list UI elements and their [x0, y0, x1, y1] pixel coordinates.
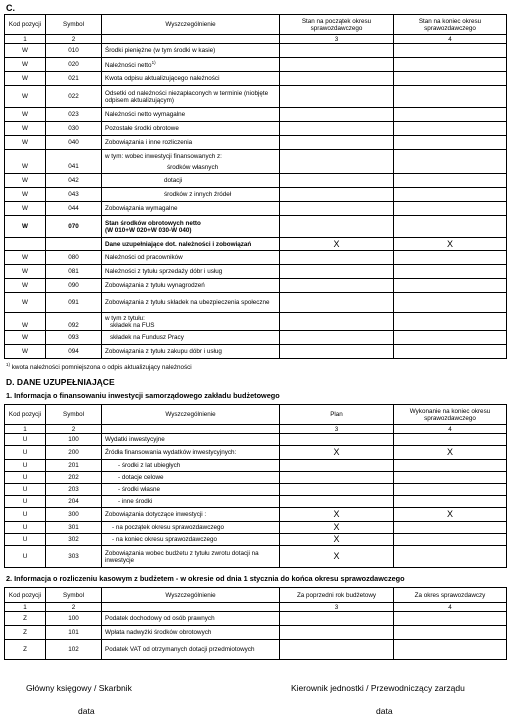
column-number-row [5, 35, 507, 44]
x-mark: X [394, 238, 507, 251]
row-symbol: 094 [46, 345, 102, 359]
row-kod: W [5, 345, 46, 359]
row-kod: U [5, 484, 46, 496]
row-symbol: 302 [46, 534, 102, 546]
column-number-row [5, 425, 507, 434]
col-number: 1 [5, 35, 46, 44]
header-symbol: Symbol [46, 588, 102, 603]
row-desc: - dotacje celowe [102, 472, 280, 484]
row-symbol: 021 [46, 72, 102, 86]
footnote-text: kwota należności pomniejszona o odpis aktualizujący należności [11, 364, 192, 372]
table-row [5, 313, 507, 331]
table-row [5, 44, 507, 58]
wykonanie-cell[interactable] [394, 522, 507, 534]
col-number [102, 603, 280, 612]
row-symbol: 092 [46, 313, 102, 331]
value-cell[interactable] [394, 174, 507, 188]
value-cell[interactable] [280, 216, 394, 238]
row-desc: Źródła finansowania wydatków inwestycyjnych: [102, 446, 280, 460]
value-cell[interactable] [280, 612, 394, 626]
row-desc: środków z innych źródeł [102, 188, 280, 202]
plan-cell[interactable] [280, 434, 394, 446]
row-kod: W [5, 202, 46, 216]
row-desc [102, 216, 280, 238]
value-cell[interactable] [394, 122, 507, 136]
row-desc: - środki z lat ubiegłych [102, 460, 280, 472]
row-desc: Środki pieniężne (w tym środki w kasie) [102, 44, 280, 58]
value-cell[interactable] [280, 58, 394, 72]
table-row [5, 508, 507, 522]
value-cell[interactable] [280, 122, 394, 136]
row-desc: Należności od pracowników [102, 251, 280, 265]
col-number: 2 [46, 425, 102, 434]
table-row [5, 460, 507, 472]
row-kod: W [5, 72, 46, 86]
wykonanie-cell[interactable]: X [394, 446, 507, 460]
row-symbol: 030 [46, 122, 102, 136]
section-d-title: D. DANE UZUPEŁNIAJĄCE [6, 377, 115, 388]
value-cell[interactable] [394, 86, 507, 108]
header-wyszczegolnienie: Wyszczególnienie [102, 15, 280, 35]
row-desc: Pozostałe środki obrotowe [102, 122, 280, 136]
value-cell[interactable] [280, 626, 394, 640]
table-row [5, 72, 507, 86]
subsection-1-title: 1. Informacja o finansowaniu inwestycji samorządowego zakładu budżetowego [6, 391, 280, 401]
table-header-row [5, 588, 507, 603]
value-cell[interactable] [394, 612, 507, 626]
table-row [5, 612, 507, 626]
header-symbol: Symbol [46, 405, 102, 425]
signature-left-label: Główny księgowy / Skarbnik [26, 683, 132, 693]
investment-table-body [5, 434, 507, 568]
row-kod: U [5, 522, 46, 534]
table-row [5, 136, 507, 150]
value-cell[interactable] [280, 108, 394, 122]
signature-right-date: data [376, 706, 393, 716]
wykonanie-cell[interactable] [394, 484, 507, 496]
row-symbol: 081 [46, 265, 102, 279]
col-number [102, 35, 280, 44]
subsection-2-title: 2. Informacja o rozliczeniu kasowym z budżetem - w okresie od dnia 1 stycznia do końca okresu sprawozdawczego [6, 574, 405, 584]
row-desc: - na koniec okresu sprawozdawczego [102, 534, 280, 546]
header-wyszczegolnienie: Wyszczególnienie [102, 405, 280, 425]
header-stan-koniec: Stan na koniec okresu sprawozdawczego [394, 15, 507, 35]
row-symbol: 043 [46, 188, 102, 202]
header-kod: Kod pozycji [5, 405, 46, 425]
row-kod: Z [5, 626, 46, 640]
col-number: 2 [46, 603, 102, 612]
table-row [5, 626, 507, 640]
value-cell[interactable] [280, 279, 394, 293]
cash-table-body [5, 612, 507, 660]
row-symbol: 093 [46, 331, 102, 345]
table-row [5, 484, 507, 496]
table-row [5, 122, 507, 136]
dane-uzupelniajace-row [5, 238, 507, 251]
table-row [5, 279, 507, 293]
row-desc [102, 58, 280, 72]
table-header-row [5, 15, 507, 35]
x-mark: X [280, 238, 394, 251]
header-plan: Plan [280, 405, 394, 425]
value-cell[interactable] [394, 202, 507, 216]
table-row [5, 251, 507, 265]
wykonanie-cell[interactable] [394, 472, 507, 484]
value-cell[interactable] [394, 640, 507, 660]
wykonanie-cell[interactable]: X [394, 508, 507, 522]
value-cell[interactable] [394, 293, 507, 313]
value-cell[interactable] [394, 216, 507, 238]
row-desc [102, 150, 280, 174]
row-kod: U [5, 434, 46, 446]
value-cell[interactable] [394, 58, 507, 72]
value-cell[interactable] [280, 331, 394, 345]
row-desc: Podatek VAT od otrzymanych dotacji przedmiotowych [102, 640, 280, 660]
plan-cell[interactable]: X [280, 446, 394, 460]
header-wyszczegolnienie: Wyszczególnienie [102, 588, 280, 603]
table-row [5, 446, 507, 460]
table-row [5, 331, 507, 345]
row-desc [102, 313, 280, 331]
row-kod: W [5, 86, 46, 108]
row-desc-text: składek na FUS [110, 321, 155, 329]
header-za-okres: Za okres sprawozdawczy [394, 588, 507, 603]
value-cell[interactable] [394, 279, 507, 293]
value-cell[interactable] [280, 251, 394, 265]
row-symbol: 040 [46, 136, 102, 150]
row-desc-heading: w tym: wobec inwestycji finansowanych z: [105, 152, 222, 160]
value-cell[interactable] [394, 345, 507, 359]
row-desc: - inne środki [102, 496, 280, 508]
col-number: 2 [46, 35, 102, 44]
value-cell[interactable] [394, 313, 507, 331]
table-row [5, 108, 507, 122]
column-number-row [5, 603, 507, 612]
row-desc: Zobowiązania wobec budżetu z tytułu zwrotu dotacji na inwestycje [102, 546, 280, 568]
section-c-title: C. [6, 3, 15, 13]
row-symbol: 300 [46, 508, 102, 522]
row-kod: W [5, 293, 46, 313]
row-kod: U [5, 460, 46, 472]
row-symbol: 203 [46, 484, 102, 496]
row-kod: W [5, 108, 46, 122]
table-header-row [5, 405, 507, 425]
row-symbol: 044 [46, 202, 102, 216]
table-row [5, 546, 507, 568]
plan-cell[interactable]: X [280, 546, 394, 568]
plan-cell[interactable] [280, 472, 394, 484]
table-row [5, 188, 507, 202]
plan-cell[interactable] [280, 496, 394, 508]
row-kod: U [5, 508, 46, 522]
table-row [5, 293, 507, 313]
table-row [5, 202, 507, 216]
value-cell[interactable] [280, 640, 394, 660]
table-row [5, 496, 507, 508]
row-symbol: 101 [46, 626, 102, 640]
row-desc: Kwota odpisu aktualizującego należności [102, 72, 280, 86]
row-desc: Zobowiązania wymagalne [102, 202, 280, 216]
row-kod: W [5, 216, 46, 238]
value-cell[interactable] [394, 251, 507, 265]
row-kod: Z [5, 640, 46, 660]
row-desc-text: (W 010+W 020+W 030-W 040) [105, 226, 192, 234]
wykonanie-cell[interactable] [394, 546, 507, 568]
row-kod: W [5, 58, 46, 72]
plan-cell[interactable] [280, 460, 394, 472]
row-kod: W [5, 331, 46, 345]
signature-left-date: data [78, 706, 95, 716]
wykonanie-cell[interactable] [394, 460, 507, 472]
row-kod: W [5, 44, 46, 58]
investment-table [4, 404, 507, 568]
row-kod: U [5, 446, 46, 460]
row-kod: U [5, 546, 46, 568]
header-symbol: Symbol [46, 15, 102, 35]
table-row [5, 434, 507, 446]
row-desc: Należności netto wymagalne [102, 108, 280, 122]
signature-right-label: Kierownik jednostki / Przewodniczący zarządu [291, 683, 465, 693]
row-desc: Odsetki od należności niezapłaconych w terminie (niobjęte odpisem aktualizującym) [102, 86, 280, 108]
value-cell[interactable] [394, 108, 507, 122]
row-desc: dotacji [102, 174, 280, 188]
value-cell[interactable] [394, 150, 507, 174]
value-cell[interactable] [394, 626, 507, 640]
row-desc: - na początek okresu sprawozdawczego [102, 522, 280, 534]
value-cell[interactable] [280, 174, 394, 188]
value-cell[interactable] [280, 313, 394, 331]
wykonanie-cell[interactable] [394, 434, 507, 446]
row-desc: Zobowiązania dotyczące inwestycji : [102, 508, 280, 522]
row-kod: W [5, 174, 46, 188]
row-desc: Należności z tytułu sprzedaży dóbr i usług [102, 265, 280, 279]
table-row [5, 265, 507, 279]
value-cell[interactable] [280, 44, 394, 58]
value-cell[interactable] [394, 265, 507, 279]
footnote-marker: 1) [6, 362, 11, 367]
col-number: 4 [394, 603, 507, 612]
row-symbol: 100 [46, 434, 102, 446]
row-kod: W [5, 136, 46, 150]
plan-cell[interactable]: X [280, 508, 394, 522]
table-row [5, 150, 507, 174]
row-symbol: 010 [46, 44, 102, 58]
row-kod: W [5, 188, 46, 202]
col-number: 1 [5, 425, 46, 434]
header-poprzedni-rok: Za poprzedni rok budżetowy [280, 588, 394, 603]
value-cell[interactable] [280, 150, 394, 174]
row-desc: składek na Fundusz Pracy [102, 331, 280, 345]
row-symbol: 102 [46, 640, 102, 660]
table-row [5, 640, 507, 660]
row-desc-text: środków własnych [167, 163, 219, 171]
row-symbol: 091 [46, 293, 102, 313]
row-kod: W [5, 313, 46, 331]
col-number: 3 [280, 425, 394, 434]
footnote-ref: 1) [151, 60, 156, 66]
row-desc: - środki własne [102, 484, 280, 496]
value-cell[interactable] [394, 44, 507, 58]
table-row [5, 472, 507, 484]
row-symbol: 200 [46, 446, 102, 460]
row-symbol: 080 [46, 251, 102, 265]
col-number: 3 [280, 603, 394, 612]
empty-cell [46, 238, 102, 251]
value-cell[interactable] [280, 293, 394, 313]
value-cell[interactable] [280, 345, 394, 359]
dane-label: Dane uzupełniające dot. należności i zobowiązań [102, 238, 280, 251]
row-kod: W [5, 150, 46, 174]
plan-cell[interactable] [280, 484, 394, 496]
row-desc: Zobowiązania z tytułu zakupu dóbr i usług [102, 345, 280, 359]
row-symbol: 202 [46, 472, 102, 484]
section-c-table [4, 14, 507, 359]
row-desc-text: Należności netto [105, 62, 152, 70]
row-kod: W [5, 265, 46, 279]
row-desc: Zobowiązania z tytułu składek na ubezpieczenia społeczne [102, 293, 280, 313]
value-cell[interactable] [394, 331, 507, 345]
header-wykonanie: Wykonanie na koniec okresu sprawozdawczego [394, 405, 507, 425]
row-symbol: 023 [46, 108, 102, 122]
value-cell[interactable] [394, 72, 507, 86]
table-row [5, 345, 507, 359]
row-desc-heading: w tym z tytułu: [105, 314, 145, 322]
value-cell[interactable] [280, 202, 394, 216]
col-number: 1 [5, 603, 46, 612]
empty-cell [5, 238, 46, 251]
row-kod: U [5, 496, 46, 508]
row-symbol: 201 [46, 460, 102, 472]
table-row [5, 58, 507, 72]
value-cell[interactable] [280, 188, 394, 202]
value-cell[interactable] [280, 136, 394, 150]
row-symbol: 020 [46, 58, 102, 72]
col-number [102, 425, 280, 434]
row-kod: W [5, 279, 46, 293]
row-symbol: 204 [46, 496, 102, 508]
col-number: 3 [280, 35, 394, 44]
value-cell[interactable] [394, 136, 507, 150]
report-page [4, 3, 506, 660]
row-symbol: 070 [46, 216, 102, 238]
row-desc: Zobowiązania z tytułu wynagrodzeń [102, 279, 280, 293]
row-symbol: 090 [46, 279, 102, 293]
row-kod: U [5, 472, 46, 484]
row-kod: W [5, 122, 46, 136]
row-symbol: 301 [46, 522, 102, 534]
row-desc: Zobowiązania i inne rozliczenia [102, 136, 280, 150]
row-symbol: 041 [46, 150, 102, 174]
table-row [5, 174, 507, 188]
table-row [5, 534, 507, 546]
row-desc: Podatek dochodowy od osób prawnych [102, 612, 280, 626]
wykonanie-cell[interactable] [394, 534, 507, 546]
row-kod: W [5, 251, 46, 265]
table-row-total [5, 216, 507, 238]
row-kod: Z [5, 612, 46, 626]
value-cell[interactable] [280, 265, 394, 279]
header-kod: Kod pozycji [5, 15, 46, 35]
row-symbol: 303 [46, 546, 102, 568]
row-desc-heading: Stan środków obrotowych netto [105, 219, 201, 227]
value-cell[interactable] [394, 188, 507, 202]
col-number: 4 [394, 425, 507, 434]
cash-settlement-table [4, 587, 507, 660]
value-cell[interactable] [280, 86, 394, 108]
row-kod: U [5, 534, 46, 546]
table-row [5, 522, 507, 534]
plan-cell[interactable]: X [280, 522, 394, 534]
value-cell[interactable] [280, 72, 394, 86]
row-symbol: 100 [46, 612, 102, 626]
table-row [5, 86, 507, 108]
footnote [6, 362, 506, 371]
col-number: 4 [394, 35, 507, 44]
row-symbol: 022 [46, 86, 102, 108]
row-desc: Wydatki inwestycyjne [102, 434, 280, 446]
header-stan-poczatek: Stan na początek okresu sprawozdawczego [280, 15, 394, 35]
wykonanie-cell[interactable] [394, 496, 507, 508]
header-kod: Kod pozycji [5, 588, 46, 603]
row-symbol: 042 [46, 174, 102, 188]
plan-cell[interactable]: X [280, 534, 394, 546]
row-desc: Wpłata nadwyżki środków obrotowych [102, 626, 280, 640]
